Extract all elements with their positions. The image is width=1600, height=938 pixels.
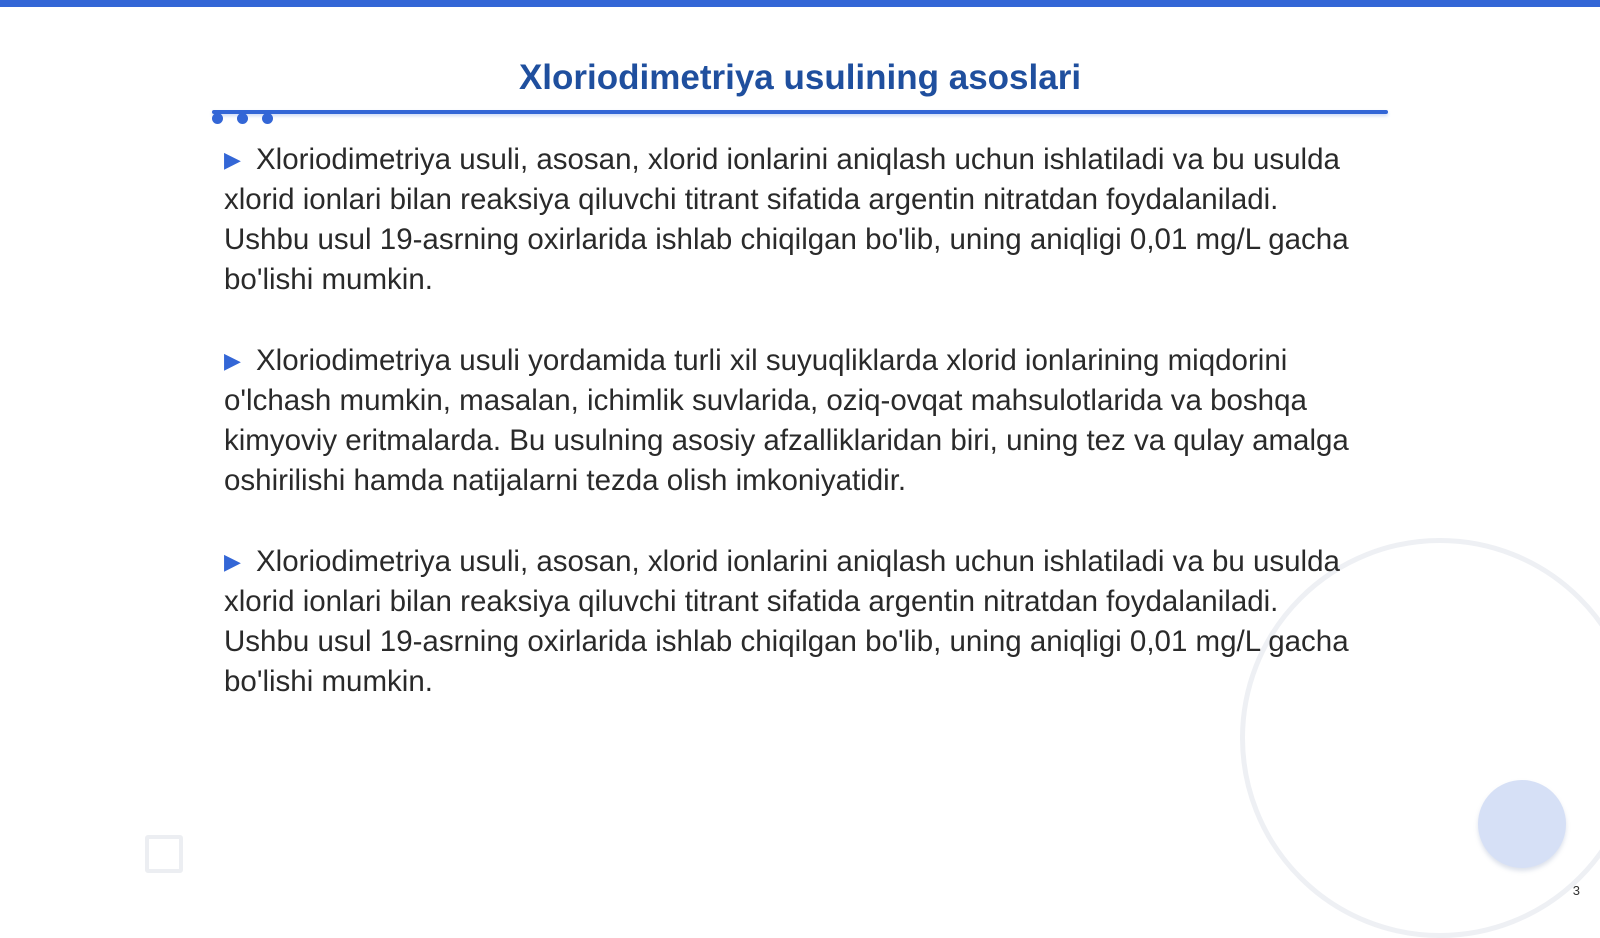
- triangle-bullet-icon: ▶: [224, 147, 241, 172]
- decoration-dot: [212, 113, 223, 124]
- title-dots-decoration: [212, 113, 282, 125]
- top-accent-bar: [0, 0, 1600, 7]
- triangle-bullet-icon: ▶: [224, 549, 241, 574]
- bullet-item: [224, 341, 1364, 501]
- decorative-circle-filled: [1478, 780, 1566, 868]
- slide-title: Xloriodimetriya usulining asoslari: [518, 58, 1082, 97]
- decorative-square-outline: [145, 835, 183, 873]
- bullet-text: Xloriodimetriya usuli, asosan, xlorid ionlarini aniqlash uchun ishlatiladi va bu usulda xlorid ionlari bilan reaksiya qiluvchi titrant sifatida argentin nitratdan foydalaniladi. Ushbu usul 19-asrning oxirlarida ishlab chiqilgan bo'lib, uning aniqligi 0,01 mg/L gacha bo'lishi mumkin.: [224, 545, 1349, 698]
- bullet-text: Xloriodimetriya usuli, asosan, xlorid ionlarini aniqlash uchun ishlatiladi va bu usulda xlorid ionlari bilan reaksiya qiluvchi titrant sifatida argentin nitratdan foydalaniladi. Ushbu usul 19-asrning oxirlarida ishlab chiqilgan bo'lib, uning aniqligi 0,01 mg/L gacha bo'lishi mumkin.: [224, 143, 1349, 296]
- triangle-bullet-icon: ▶: [224, 348, 241, 373]
- slide-body: [224, 140, 1364, 743]
- decoration-dot: [237, 113, 248, 124]
- bullet-item: [224, 542, 1364, 702]
- bullet-item: [224, 140, 1364, 300]
- page-number: 3: [1572, 883, 1580, 898]
- decoration-dot: [262, 113, 273, 124]
- title-underline: [212, 110, 1388, 114]
- bullet-text: Xloriodimetriya usuli yordamida turli xil suyuqliklarda xlorid ionlarining miqdorini o'lchash mumkin, masalan, ichimlik suvlarida, oziq-ovqat mahsulotlarida va boshqa kimyoviy eritmalarda. Bu usulning asosiy afzalliklaridan biri, uning tez va qulay amalga oshirilishi hamda natijalarni tezda olish imkoniyatidir.: [224, 344, 1349, 497]
